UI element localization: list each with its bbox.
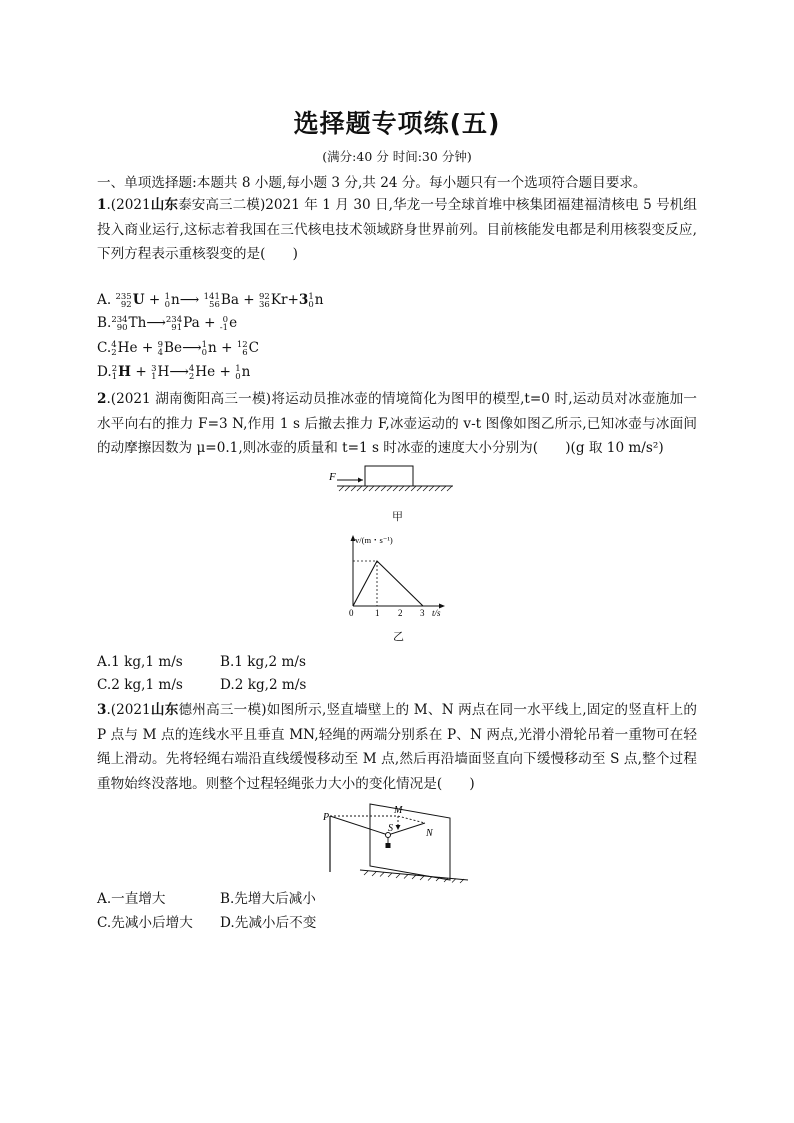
label-s: S	[388, 823, 393, 834]
question-1-stem	[97, 193, 697, 267]
question-number: 3	[97, 702, 107, 718]
nuclide-symbol: Ba	[220, 292, 239, 308]
ground-hatching	[364, 871, 464, 883]
nuclide-scripts: 0 -1	[219, 314, 229, 333]
nuclide-scripts: 4 2	[111, 339, 117, 358]
question-3-stem	[97, 698, 697, 796]
question-number: 1	[97, 197, 107, 213]
nuclide-symbol: U	[132, 292, 145, 308]
nuclide-scripts: 234 90	[111, 314, 128, 333]
ground-line	[360, 870, 468, 880]
nuclide-scripts: 141 56	[203, 291, 220, 310]
x-axis-label: t/s	[432, 608, 441, 618]
label-p: P	[323, 812, 330, 823]
question-number: 2	[97, 391, 107, 407]
nuclide-symbol: He	[195, 364, 216, 380]
figure-q3-pulley	[320, 798, 475, 884]
q3-source-bold: 山东	[150, 702, 179, 718]
tick-1: 1	[375, 608, 380, 618]
option-label: C.	[97, 340, 112, 356]
figure-b-vt-graph	[340, 532, 480, 622]
figure-a-caption: 甲	[392, 510, 403, 523]
nuclide-scripts: 9 4	[157, 339, 164, 358]
nuclide-scripts: 234 91	[165, 314, 183, 333]
nuclide-symbol: H	[118, 364, 132, 380]
figure-a-diagram	[325, 460, 455, 496]
nuclide-symbol: n	[171, 292, 180, 308]
q1-source-text: 泰安高三二模)2021 年 1 月 30 日,华龙一号全球首堆中核集团福建福清核电 5 号机组投入商业运行,这标志着我国在三代核电技术领域跻身世界前列。目前核能发电都是利用核裂变反应,下列方程表示重核裂变的是( )	[97, 197, 698, 262]
q3-option-a: A.一直增大	[97, 891, 166, 907]
reaction-arrow-icon: ⟶	[146, 315, 166, 331]
q3-option-d: D.先减小后不变	[220, 915, 317, 931]
weight-block	[386, 843, 391, 848]
ground-hatching	[339, 486, 452, 491]
nuclide-symbol: Kr	[270, 292, 288, 308]
nuclide-scripts: 2 1	[111, 363, 118, 382]
q1-source-prefix: .(2021	[106, 197, 151, 213]
q2-option-a: A.1 kg,1 m/s	[97, 654, 183, 670]
tick-0: 0	[349, 608, 354, 618]
nuclide-scripts: 235 92	[115, 291, 132, 310]
nuclide-symbol: n	[314, 292, 324, 308]
nuclide-scripts: 1 0	[201, 339, 208, 358]
q1-option-b: B. 234 90 Th⟶ 234 91 Pa + 0 -1 e	[97, 314, 238, 333]
q1-option-a: A. 235 92 U + 1 0 n⟶ 141 56 Ba + 92 36 Kr+3 1 0 n	[97, 291, 324, 310]
nuclide-symbol: e	[229, 315, 238, 331]
page-title: 选择题专项练(五)	[293, 109, 501, 138]
nuclide-symbol: He	[117, 340, 138, 356]
nuclide-symbol: n	[208, 340, 217, 356]
arrow-head-icon	[358, 478, 363, 483]
q3-option-b: B.先增大后减小	[220, 891, 316, 907]
down-arrow-icon	[396, 825, 401, 830]
q3-option-c: C.先减小后增大	[97, 915, 193, 931]
nuclide-symbol: Th	[128, 315, 147, 331]
reaction-arrow-icon: ⟶	[182, 340, 202, 356]
nuclide-scripts: 3 1	[151, 363, 157, 382]
q1-option-c: C. 4 2 He + 9 4 Be⟶ 1 0 n + 12 6 C	[97, 339, 260, 358]
tick-3: 3	[420, 608, 425, 618]
curling-stone-block	[365, 466, 413, 486]
figure-b-caption: 乙	[393, 630, 404, 643]
nuclide-scripts: 12 6	[236, 339, 248, 358]
nuclide-symbol: n	[241, 364, 251, 380]
reaction-arrow-icon: ⟶	[169, 364, 189, 380]
nuclide-scripts: 4 2	[188, 363, 195, 382]
q1-source-bold: 山东	[150, 197, 179, 213]
velocity-line	[353, 561, 423, 606]
nuclide-scripts: 1 0	[308, 291, 314, 310]
q2-option-c: C.2 kg,1 m/s	[97, 677, 183, 693]
q2-option-d: D.2 kg,2 m/s	[220, 677, 307, 693]
nuclide-symbol: Pa	[183, 315, 200, 331]
page-subtitle: (满分:40 分 时间:30 分钟)	[322, 149, 472, 164]
wall-plane	[370, 804, 450, 880]
reaction-arrow-icon: ⟶	[179, 292, 200, 308]
question-2-stem	[97, 387, 697, 461]
label-m: M	[394, 805, 403, 816]
q2-text: .(2021 湖南衡阳高三一模)将运动员推冰壶的情境简化为图甲的模型,t=0 时,运动员对冰壶施加一水平向右的推力 F=3 N,作用 1 s 后撤去推力 F,冰壶运动的 v-t 图像如图乙所示,已知冰壶与冰面间的动摩擦因数为 μ=0.1,则冰壶的质量和 t=1 s 时冰壶的速度大小分别为( )(g 取 10 m/s²)	[97, 391, 697, 456]
label-n: N	[426, 828, 433, 839]
option-label: A.	[97, 292, 112, 308]
tick-2: 2	[398, 608, 403, 618]
nuclide-scripts: 1 0	[235, 363, 241, 382]
option-label: D.	[97, 364, 112, 380]
q2-option-b: B.1 kg,2 m/s	[220, 654, 306, 670]
q3-source-text: 德州高三一模)如图所示,竖直墙壁上的 M、N 两点在同一水平线上,固定的竖直杆上的 P 点与 M 点的连线水平且垂直 MN,轻绳的两端分别系在 P、N 两点,光滑小滑轮吊着一重物可在轻绳上滑动。先将轻绳右端沿直线缓慢移动至 M 点,然后再沿墙面竖直向下缓慢移动至 S 点,整个过程重物始终没落地。则整个过程轻绳张力大小的变化情况是( )	[97, 702, 697, 792]
option-label: B.	[97, 315, 112, 331]
force-label: F	[329, 471, 336, 483]
q1-option-d: D. 2 1 H + 3 1 H⟶ 4 2 He + 1 0 n	[97, 363, 251, 382]
nuclide-symbol: Be	[164, 340, 183, 356]
nuclide-scripts: 1 0	[164, 291, 171, 310]
nuclide-symbol: H	[157, 364, 170, 380]
coefficient: 3	[298, 292, 309, 308]
dashed-m-n	[398, 816, 425, 823]
y-axis-label: v/(m・s⁻¹)	[355, 535, 393, 545]
q3-source-prefix: .(2021	[106, 702, 151, 718]
nuclide-symbol: C	[248, 340, 260, 356]
nuclide-scripts: 92 36	[259, 291, 270, 310]
section-heading: 一、单项选择题:本题共 8 小题,每小题 3 分,共 24 分。每小题只有一个选项符合题目要求。	[97, 175, 647, 191]
